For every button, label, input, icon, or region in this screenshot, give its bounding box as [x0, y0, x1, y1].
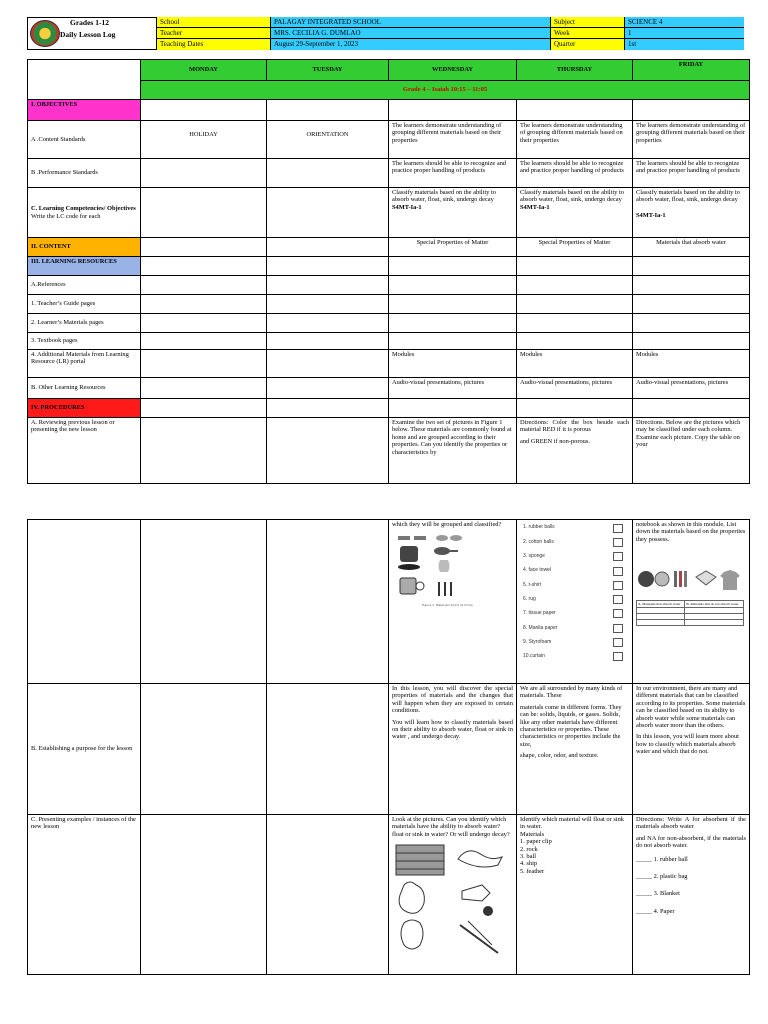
fri-reviewing: Directions. Below are the pictures which may be classified under each column. Examine each picture. Copy the table on your	[633, 418, 750, 484]
wed-establishing-2: You will learn how to classify materials based on their ability to absorb water, float or sink in water , and undergo decay.	[392, 718, 513, 741]
textbook-pages-label: 3. Textbook pages	[28, 333, 141, 350]
list-item: 5. feather	[520, 867, 545, 875]
absorb-pictures	[636, 567, 744, 595]
quarter-value: 1st	[625, 39, 744, 50]
thu-establishing-1: We are all surrounded by many kinds of materials. These	[520, 685, 623, 700]
list-item: _____ 3. Blanket	[636, 890, 680, 898]
competencies-label: C. Learning Competencies/ Objectives	[31, 205, 136, 213]
thu-checklist-cell	[517, 520, 633, 684]
color-box[interactable]	[613, 638, 623, 647]
wed-content-standards: The learners demonstrate understanding of grouping different materials based on their properties	[389, 121, 517, 159]
fri-lc-code: S4MT-Ia-1	[636, 211, 666, 219]
school-label: School	[157, 17, 271, 28]
color-box[interactable]	[613, 609, 623, 618]
wed-other: Audio-visual presentations, pictures	[389, 378, 517, 399]
fri-reviewing-cont: notebook as shown in this module. List down the materials based on the properties they possess.	[636, 521, 746, 543]
grades-label: Grades 1-12	[70, 18, 109, 27]
lm-pages-label: 2. Learner’s Materials pages	[28, 314, 141, 333]
wed-competency: Classify materials based on the ability to absorb water, float, sink, undergo decay	[392, 189, 497, 204]
teacher-label: Teacher	[157, 28, 271, 39]
checklist-item: 2. cotton balls	[523, 535, 623, 549]
subject-value: SCIENCE 4	[625, 17, 744, 28]
checklist-item: 7. tissue paper	[523, 607, 623, 621]
thu-performance-standards: The learners should be able to recognize and practice proper handling of products	[517, 159, 633, 188]
week-label: Week	[551, 28, 625, 39]
checklist-item: 9. Styrofoam	[523, 635, 623, 649]
checklist-item: 4. face towel	[523, 564, 623, 578]
wed-content: Special Properties of Matter	[389, 238, 517, 257]
color-box[interactable]	[613, 595, 623, 604]
performance-standards-label: B .Performance Standards	[28, 159, 141, 188]
checklist-item: 6. rug	[523, 592, 623, 606]
objectives-heading: I. OBJECTIVES	[28, 100, 141, 121]
fri-presenting-cell	[633, 815, 750, 975]
thu-reviewing-cell	[517, 418, 633, 484]
list-item: 4. ship	[520, 860, 538, 868]
absorb-table-a: A. Materials that absorb water	[637, 600, 685, 607]
daily-lesson-log-title: Daily Lesson Log	[60, 30, 116, 39]
fri-establishing-cell	[633, 684, 750, 815]
tg-pages-label: 1. Teacher’s Guide pages	[28, 295, 141, 314]
fri-establishing-2: In this lesson, you will learn more about how to classify which materials absorb water and which that do not.	[636, 733, 739, 756]
competencies-note: Write the LC code for each	[31, 212, 101, 220]
thu-establishing-2: materials come in different forms. They can be: solids, liquids, or gases. Solids, like any other materials have different characteristics or properties. These characteristics or properties include the size,	[520, 703, 622, 748]
thu-competency-cell	[517, 188, 633, 238]
color-box[interactable]	[613, 524, 623, 533]
fri-performance-standards: The learners should be able to recognize and practice proper handling of products	[633, 159, 750, 188]
teaching-dates-label: Teaching Dates	[157, 39, 271, 50]
day-monday: MONDAY	[141, 60, 267, 81]
figure-caption: Figure 1. Materials found at home	[422, 603, 473, 608]
color-box[interactable]	[613, 652, 623, 661]
grade-section-row	[141, 81, 750, 100]
fri-competency: Classify materials based on the ability to absorb water, float, sink, undergo decay	[636, 189, 741, 204]
thu-lc-code: S4MT-Ia-1	[520, 203, 550, 211]
content-standards-label: A .Content Standards	[28, 121, 141, 159]
thu-establishing-3: shape, color, odor, and texture.	[520, 752, 599, 760]
checklist-item: 1. rubber balls	[523, 521, 623, 535]
color-box[interactable]	[613, 538, 623, 547]
lesson-table-page1	[27, 59, 750, 484]
fri-content: Materials that absorb water	[633, 238, 750, 257]
fri-reviewing-cont-cell	[633, 520, 750, 684]
fri-establishing-1: In our environment, there are many and different materials that can be classified according to its properties. Some materials can be classified based on its ability to absorb water while some materials can absorb water more than the others.	[636, 685, 746, 730]
fri-presenting-1: Directions: Write A for absorbent if the materials absorb water	[636, 816, 746, 831]
lesson-table-page2	[27, 519, 750, 975]
thu-competency: Classify materials based on the ability to absorb water, float, sink, undergo decay	[520, 189, 625, 204]
color-box[interactable]	[613, 624, 623, 633]
blank-corner	[28, 60, 141, 100]
fri-presenting-2: and NA for non-absorbent, if the materials do not absorb water.	[636, 834, 746, 850]
school-seal-icon	[30, 20, 60, 47]
additional-materials-label: 4. Additional Materials from Learning Resource (LR) portal	[28, 350, 141, 378]
reviewing-label: A. Reviewing previous lesson or presenting the new lesson	[28, 418, 141, 484]
school-value: PALAGAY INTEGRATED SCHOOL	[271, 17, 551, 28]
day-tuesday: TUESDAY	[267, 60, 389, 81]
list-item: _____ 1. rubber ball	[636, 855, 688, 863]
monday-holiday: HOLIDAY	[141, 121, 267, 159]
thu-establishing-cell	[517, 684, 633, 815]
wed-establishing-cell	[389, 684, 517, 815]
tuesday-orientation: ORIENTATION	[267, 121, 389, 159]
presenting-label: C. Presenting examples / instances of the new lesson	[28, 815, 141, 975]
color-box[interactable]	[613, 552, 623, 561]
list-item: _____ 2. plastic bag	[636, 873, 688, 881]
learning-resources-heading: III. LEARNING RESOURCES	[28, 257, 141, 276]
wed-establishing-1: In this lesson, you will discover the special properties of materials and the changes that will happen when they are exposed to certain conditions.	[392, 685, 513, 715]
wed-reviewing-cont-cell	[389, 520, 517, 684]
list-item: _____ 4. Paper	[636, 907, 675, 915]
thu-content: Special Properties of Matter	[517, 238, 633, 257]
procedures-heading: IV. PROCEDURES	[28, 399, 141, 418]
thu-content-standards: The learners demonstrate understanding of grouping different materials based on their properties	[517, 121, 633, 159]
color-box[interactable]	[613, 567, 623, 576]
fri-additional: Modules	[633, 350, 750, 378]
content-heading: II. CONTENT	[28, 238, 141, 257]
other-resources-label: B. Other Learning Resources	[28, 378, 141, 399]
wed-competency-cell	[389, 188, 517, 238]
references-label: A.References	[28, 276, 141, 295]
fri-content-standards: The learners demonstrate understanding of grouping different materials based on their properties	[633, 121, 750, 159]
thu-presenting-2: Materials	[520, 830, 545, 838]
absorb-table-b: B. Materials that do not absorb water	[685, 600, 744, 607]
color-box[interactable]	[613, 581, 623, 590]
day-wednesday: WEDNESDAY	[389, 60, 517, 81]
checklist-item: 10.curtain	[523, 650, 623, 664]
list-item: 2. rock	[520, 845, 538, 853]
list-item: 1. paper clip	[520, 838, 552, 846]
day-thursday: THURSDAY	[517, 60, 633, 81]
grade-section: Grade 4 – Isaiah 10:15 – 11:05	[402, 86, 488, 94]
absorb-table	[636, 600, 744, 626]
teaching-dates-value: August 29-September 1, 2023	[271, 39, 551, 50]
establishing-label: B. Establishing a purpose for the lesson	[28, 684, 141, 815]
checklist-item: 3. sponge	[523, 550, 623, 564]
wed-presenting: Look at the pictures. Can you identify which materials have the ability to absorb water? float or sink in water? Or will undergo decay?	[392, 816, 510, 838]
teacher-value: MRS. CECILIA G. DUMLAO	[271, 28, 551, 39]
thu-presenting-1: Identify which material will float or sink in water.	[520, 816, 624, 831]
thu-reviewing-2: and GREEN if non-porous.	[520, 437, 590, 445]
thu-reviewing-1: Directions: Color the box beside each material RED if it is porous	[520, 419, 629, 434]
wed-additional: Modules	[389, 350, 517, 378]
competencies-cell	[28, 188, 141, 238]
porous-checklist	[520, 521, 629, 664]
list-item: 3. ball	[520, 853, 536, 861]
checklist-item: 5. t-shirt	[523, 578, 623, 592]
subject-label: Subject	[551, 17, 625, 28]
wed-reviewing-cont: which they will be grouped and classified?	[392, 521, 502, 528]
wed-reviewing: Examine the two set of pictures in Figure 1 below. These materials are commonly found at home and are grouped according to their properties. Can you identify the properties or characteristics by	[389, 418, 517, 484]
quarter-label: Quarter	[551, 39, 625, 50]
figure-1-household-materials	[392, 534, 492, 619]
presenting-pictures	[392, 841, 508, 959]
fri-competency-cell	[633, 188, 750, 238]
wed-lc-code: S4MT-Ia-1	[392, 203, 422, 211]
week-value: 1	[625, 28, 744, 39]
wed-performance-standards: The learners should be able to recognize and practice proper handling of products	[389, 159, 517, 188]
fri-other: Audio-visual presentations, pictures	[633, 378, 750, 399]
thu-other: Audio-visual presentations, pictures	[517, 378, 633, 399]
day-friday: FRIDAY	[633, 60, 750, 81]
thu-additional: Modules	[517, 350, 633, 378]
wed-presenting-cell	[389, 815, 517, 975]
thu-presenting-cell	[517, 815, 633, 975]
checklist-item: 8. Manila paper	[523, 621, 623, 635]
